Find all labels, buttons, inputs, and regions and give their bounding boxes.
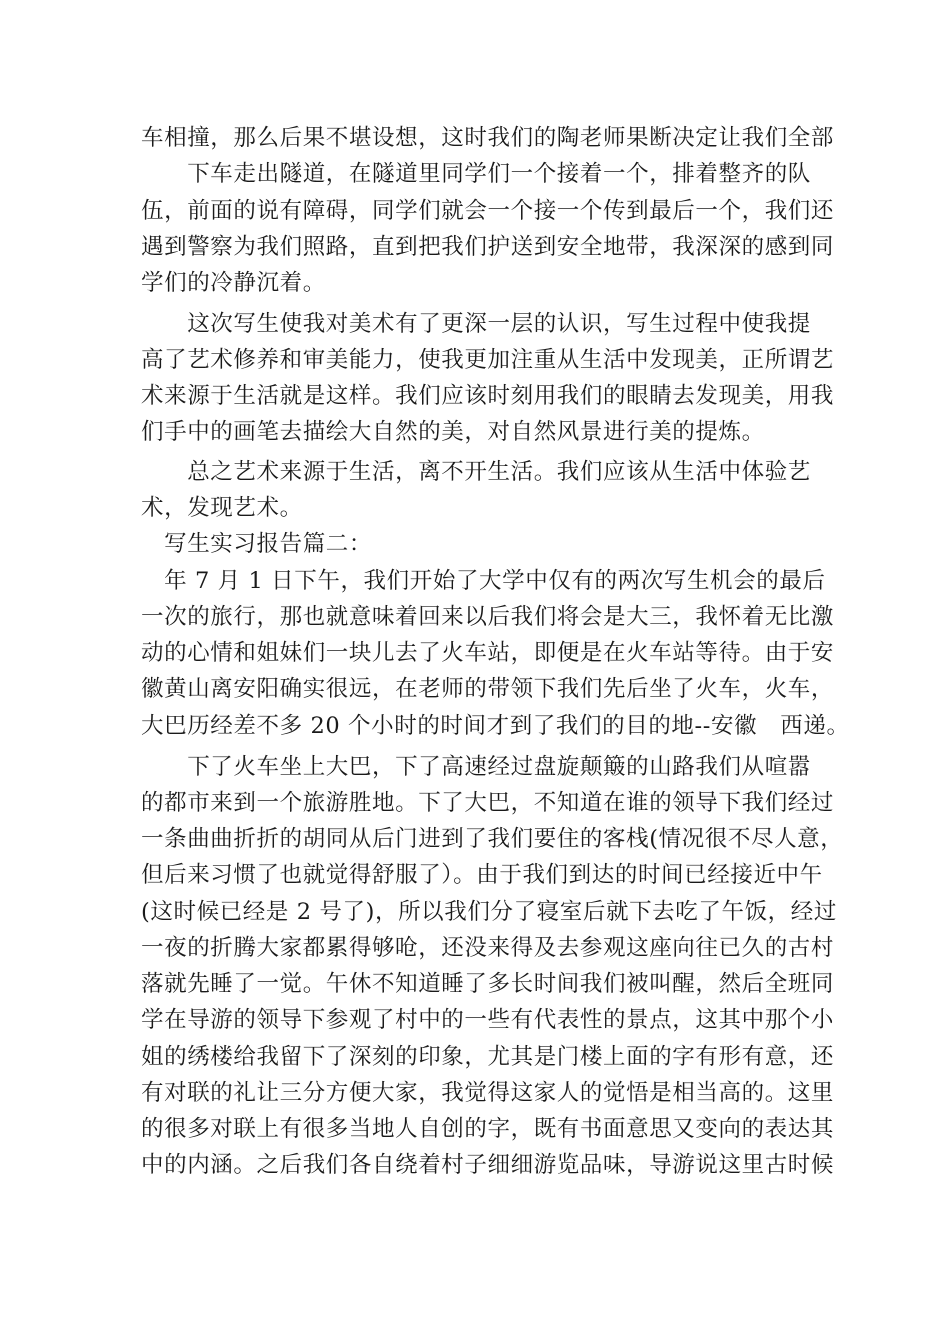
text-line: 一条曲曲折折的胡同从后门进到了我们要住的客栈(情况很不尽人意，	[141, 826, 844, 852]
text-line: (这时候已经是 2 号了)，所以我们分了寝室后就下去吃了午饭，经过	[141, 899, 837, 925]
text-line: 姐的绣楼给我留下了深刻的印象，尤其是门楼上面的字有形有意，还	[141, 1044, 835, 1070]
text-line: 这次写生使我对美术有了更深一层的认识，写生过程中使我提	[141, 311, 811, 337]
text-line: 但后来习惯了也就觉得舒服了）。由于我们到达的时间已经接近中午	[141, 862, 823, 888]
text-line: 落就先睡了一觉。午休不知道睡了多长时间我们被叫醒，然后全班同	[141, 971, 835, 997]
text-line: 伍，前面的说有障碍，同学们就会一个接一个传到最后一个，我们还	[141, 198, 835, 224]
text-line: 术来源于生活就是这样。我们应该时刻用我们的眼睛去发现美，用我	[141, 383, 835, 409]
text-line: 们手中的画笔去描绘大自然的美，对自然风景进行美的提炼。	[141, 419, 765, 445]
text-line: 遇到警察为我们照路，直到把我们护送到安全地带，我深深的感到同	[141, 234, 835, 260]
text-line: 动的心情和姐妹们一块儿去了火车站，即便是在火车站等待。由于安	[141, 640, 835, 666]
section-heading: 写生实习报告篇二：	[141, 531, 373, 557]
text-line: 下车走出隧道，在隧道里同学们一个接着一个，排着整齐的队	[141, 161, 811, 187]
text-line: 徽黄山离安阳确实很远，在老师的带领下我们先后坐了火车，火车，	[141, 676, 835, 702]
text-line: 中的内涵。之后我们各自绕着村子细细游览品味，导游说这里古时候	[141, 1152, 835, 1178]
text-line: 学在导游的领导下参观了村中的一些有代表性的景点，这其中那个小	[141, 1007, 835, 1033]
text-line: 一夜的折腾大家都累得够呛，还没来得及去参观这座向往已久的古村	[141, 935, 835, 961]
text-line: 年 7 月 1 日下午，我们开始了大学中仅有的两次写生机会的最后	[141, 568, 826, 594]
text-line: 高了艺术修养和审美能力，使我更加注重从生活中发现美，正所谓艺	[141, 347, 835, 373]
text-line: 的很多对联上有很多当地人自创的字，既有书面意思又变向的表达其	[141, 1116, 835, 1142]
text-line: 大巴历经差不多 20 个小时的时间才到了我们的目的地--安徽 西递。	[141, 713, 850, 739]
text-line: 的都市来到一个旅游胜地。下了大巴，不知道在谁的领导下我们经过	[141, 790, 835, 816]
text-line: 有对联的礼让三分方便大家，我觉得这家人的觉悟是相当高的。这里	[141, 1080, 835, 1106]
text-line: 一次的旅行，那也就意味着回来以后我们将会是大三，我怀着无比激	[141, 604, 835, 630]
text-line: 学们的冷静沉着。	[141, 270, 326, 296]
text-line: 下了火车坐上大巴，下了高速经过盘旋颠簸的山路我们从喧嚣	[141, 754, 811, 780]
text-line: 术，发现艺术。	[141, 495, 303, 521]
text-line: 总之艺术来源于生活，离不开生活。我们应该从生活中体验艺	[141, 459, 811, 485]
text-line: 车相撞，那么后果不堪设想，这时我们的陶老师果断决定让我们全部	[141, 125, 835, 151]
